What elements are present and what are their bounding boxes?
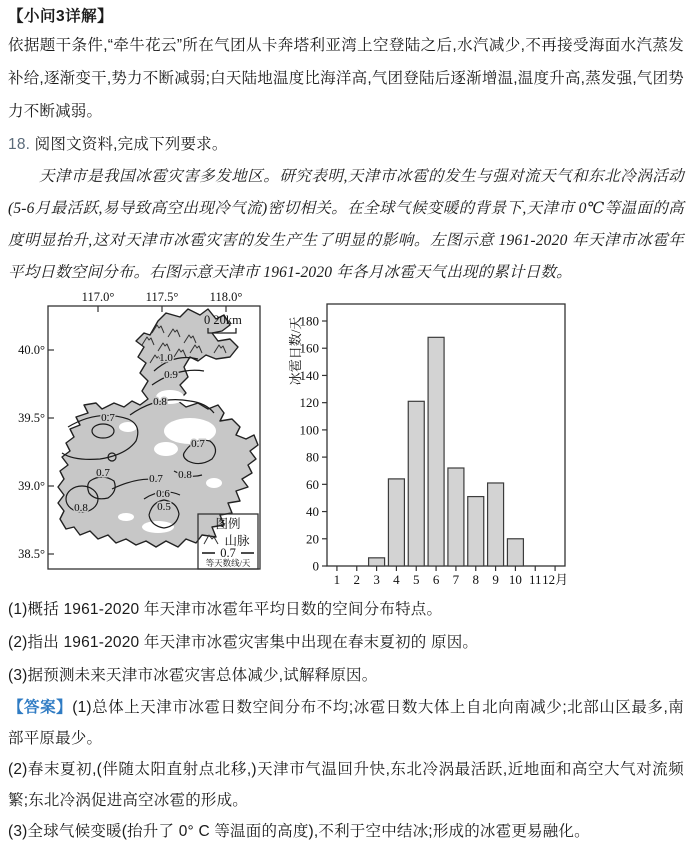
svg-text:0.7: 0.7: [96, 467, 110, 479]
chart-x-ticks: [334, 566, 568, 587]
x-tick-label: 12月: [542, 572, 569, 587]
x-tick-label: 6: [432, 572, 440, 587]
legend-isoline-caption: 等天数线/天: [205, 558, 251, 568]
sub-question-2: (2)指出 1961-2020 年天津市冰雹灾害集中出现在春末夏初的 原因。: [8, 634, 479, 651]
section-header: 【小问3详解】: [8, 8, 114, 25]
svg-text:0.8: 0.8: [178, 469, 192, 481]
chart-bars: [369, 337, 524, 566]
legend-isoline-value: 0.7: [220, 546, 236, 560]
y-tick-label: 80: [306, 449, 319, 465]
svg-text:0.5: 0.5: [157, 501, 171, 513]
bar-month-9: [488, 483, 504, 566]
x-tick-label: 8: [472, 572, 479, 587]
sub-questions: [8, 593, 684, 692]
svg-text:0.8: 0.8: [153, 396, 167, 408]
chart-y-axis-label: 冰雹日数/天: [288, 316, 303, 386]
question18-line: [8, 128, 684, 161]
bar-month-3: [369, 558, 385, 566]
x-tick-label: 1: [333, 572, 341, 587]
y-tick-label: 100: [299, 422, 319, 438]
svg-text:0.8: 0.8: [74, 502, 88, 514]
chart-plot-frame: [327, 304, 565, 566]
y-tick-label: 0: [312, 558, 319, 574]
bar-month-10: [507, 539, 523, 566]
lat-tick: 38.5°: [18, 547, 45, 561]
answer-paragraph-1: [8, 692, 684, 754]
lat-tick: 39.0°: [18, 479, 45, 493]
x-tick-label: 11: [528, 572, 542, 587]
x-tick-label: 7: [452, 572, 460, 587]
y-tick-label: 120: [299, 395, 319, 411]
question18-intro: 阅图文资料,完成下列要求。: [34, 136, 228, 153]
x-tick-label: 9: [492, 572, 499, 587]
lon-tick: 117.0°: [81, 291, 115, 304]
bar-month-4: [388, 479, 404, 566]
legend-title: 图例: [215, 517, 241, 531]
svg-text:0.6: 0.6: [156, 488, 170, 500]
svg-text:0.7: 0.7: [101, 412, 115, 424]
x-tick-label: 2: [353, 572, 360, 587]
y-tick-label: 160: [299, 340, 319, 356]
x-tick-label: 10: [508, 572, 522, 587]
scale-label: 0 20km: [204, 313, 242, 327]
figure-row: [8, 291, 684, 593]
svg-text:0.9: 0.9: [164, 369, 178, 381]
answer-paragraph-2: (2)春末夏初,(伴随太阳直射点北移,)天津市气温回升快,东北冷涡最活跃,近地面和高空大气对流频繁;东北冷涡促进高空冰雹的形成。: [8, 761, 684, 809]
chart-y-ticks: [300, 314, 328, 574]
x-tick-label: 4: [393, 572, 400, 587]
y-tick-label: 40: [306, 504, 319, 520]
y-tick-label: 20: [306, 531, 319, 547]
sub-question-3: (3)据预测未来天津市冰雹灾害总体减少,试解释原因。: [8, 667, 378, 684]
tianjin-hail-map: [8, 291, 280, 593]
svg-text:0.7: 0.7: [191, 438, 205, 450]
explain3-paragraph: 依据题干条件,“牵牛花云”所在气团从卡奔塔利亚湾上空登陆之后,水汽减少,不再接受海面水汽蒸发补给,逐渐变干,势力不断减弱;白天陆地温度比海洋高,气团登陆后逐渐增温,温度升高,蒸发强,气团势力不断减弱。: [8, 37, 684, 120]
question18-passage: 天津市是我国冰雹灾害多发地区。研究表明,天津市冰雹的发生与强对流天气和东北冷涡活动(5-6月最活跃,易导致高空出现冷气流)密切相关。在全球气候变暖的背景下,天津市 0℃等温面的高度明显抬升,这对天津市冰雹灾害的发生产生了明显的影响。左图示意 1961-2020 年天津市冰雹年平均日数空间分布。右图示意天津市 1961-2020 年各月冰雹天气出现的累计日数。: [8, 168, 684, 281]
answer-label: 【答案】: [8, 699, 73, 716]
bar-month-8: [468, 497, 484, 566]
lon-tick: 118.0°: [209, 291, 243, 304]
y-tick-label: 140: [299, 367, 319, 383]
y-tick-label: 180: [299, 313, 319, 329]
lat-tick: 39.5°: [18, 411, 45, 425]
bar-month-7: [448, 468, 464, 566]
lon-tick: 117.5°: [145, 291, 179, 304]
answer-1-text: (1)总体上天津市冰雹日数空间分布不均;冰雹日数大体上自北向南减少;北部山区最多,南部平原最少。: [8, 699, 685, 747]
sub-question-1: (1)概括 1961-2020 年天津市冰雹年平均日数的空间分布特点。: [8, 601, 443, 618]
legend-mountain-label: 山脉: [224, 534, 250, 548]
svg-text:0.7: 0.7: [149, 473, 163, 485]
bar-month-6: [428, 337, 444, 566]
answer-paragraph-3: (3)全球气候变暖(抬升了 0° C 等温面的高度),不利于空中结冰;形成的冰雹更易融化。: [8, 823, 590, 840]
x-tick-label: 5: [413, 572, 420, 587]
question18-number: 18.: [8, 136, 31, 153]
lat-tick: 40.0°: [18, 343, 45, 357]
x-tick-label: 3: [373, 572, 380, 587]
monthly-hail-bar-chart: [286, 291, 626, 593]
bar-month-5: [408, 401, 424, 566]
svg-text:1.0: 1.0: [159, 352, 173, 364]
y-tick-label: 60: [306, 476, 319, 492]
